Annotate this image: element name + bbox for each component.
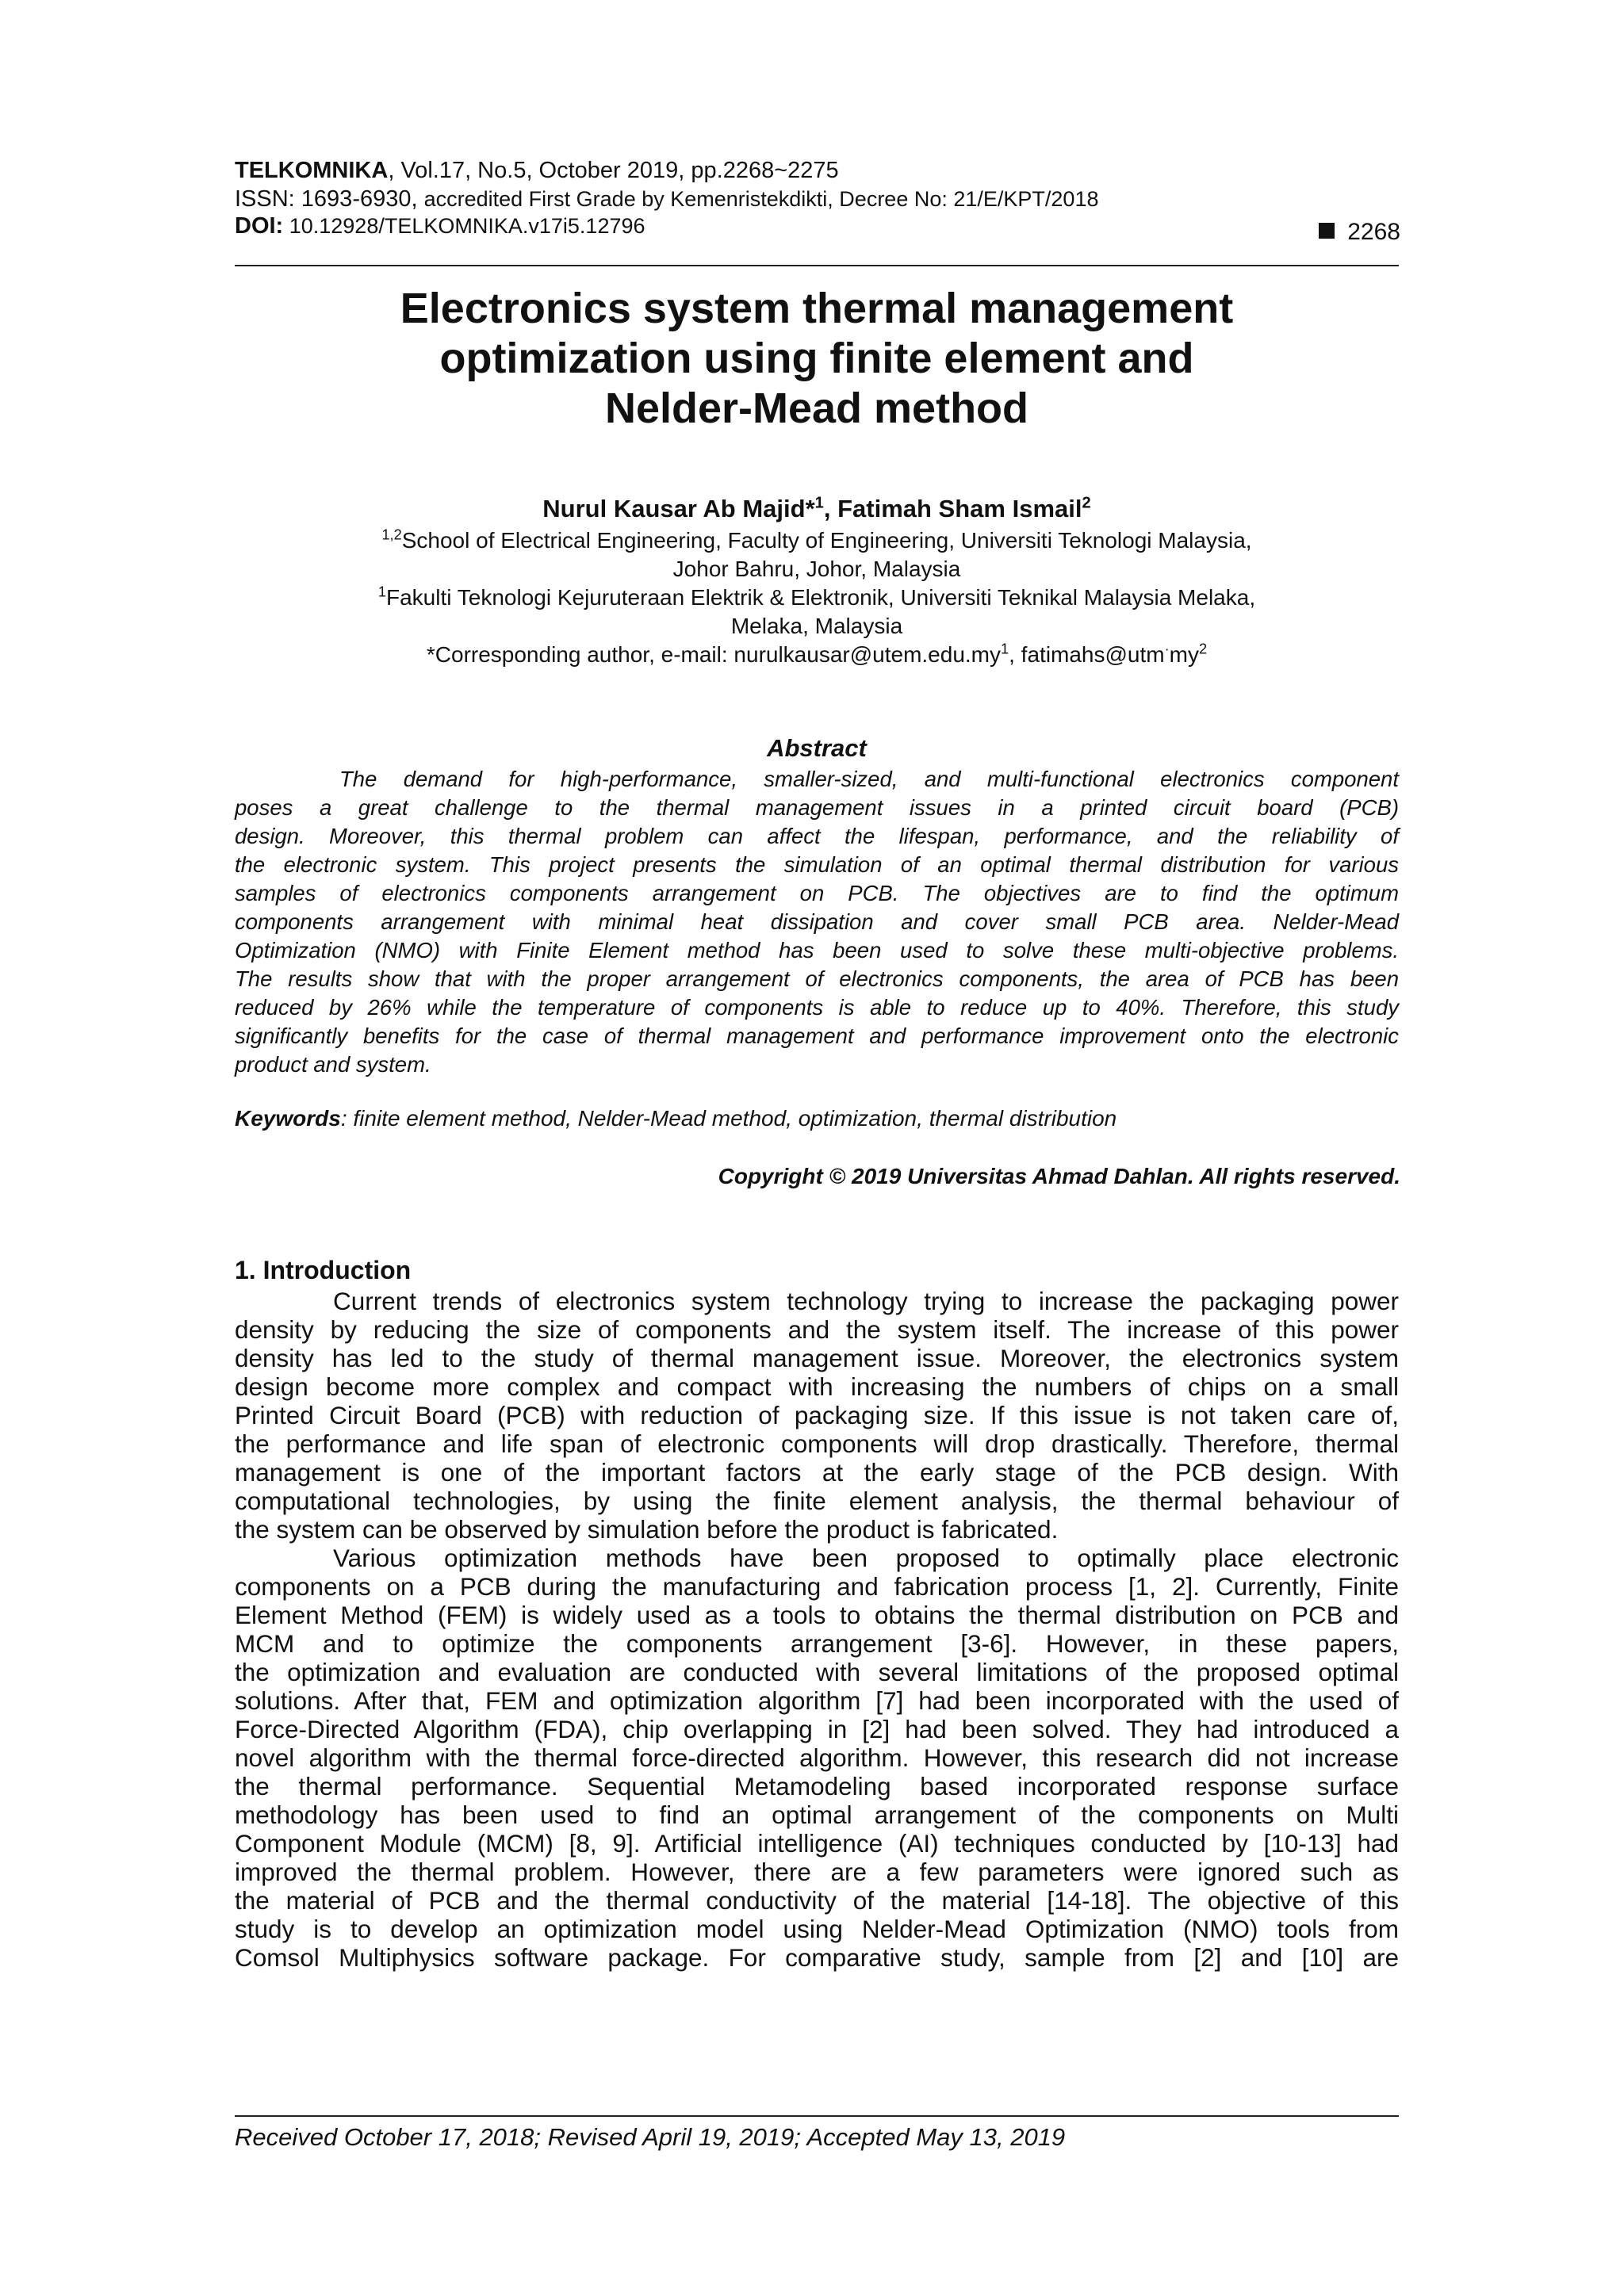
abstract-line: samples of electronics components arrangement on PCB. The objectives are to find the optimum [235,881,1399,905]
body-line: design become more complex and compact with increasing the numbers of chips on a small [235,1372,1399,1401]
body-line: MCM and to optimize the components arrangement [3-6]. However, in these papers, [235,1629,1399,1658]
body-line: Force-Directed Algorithm (FDA), chip overlapping in [2] had been solved. They had introduced a [235,1715,1399,1743]
body-line: the material of PCB and the thermal conductivity of the material [14-18]. The objective of this [235,1886,1399,1915]
body-line: Element Method (FEM) is widely used as a tools to obtains the thermal distribution on PCB and [235,1601,1399,1629]
section-heading-introduction: 1. Introduction [235,1256,412,1284]
title-line: Nelder-Mead method [604,385,1029,432]
body-line: components on a PCB during the manufacturing and fabrication process [1, 2]. Currently, Finite [235,1572,1399,1601]
body-line: study is to develop an optimization model using Nelder-Mead Optimization (NMO) tools from [235,1915,1399,1943]
body-line: solutions. After that, FEM and optimization algorithm [7] had been incorporated with the used of [235,1686,1399,1715]
body-line: density has led to the study of thermal management issue. Moreover, the electronics system [235,1344,1399,1372]
abstract-line: the electronic system. This project presents the simulation of an optimal thermal distribution for various [235,852,1399,877]
abstract-heading: Abstract [767,734,867,762]
affiliation-1-location: Johor Bahru, Johor, Malaysia [672,557,961,581]
running-header-issn: ISSN: 1693-6930, accredited First Grade by Kemenristekdikti, Decree No: 21/E/KPT/2018 [235,186,1099,212]
abstract-line: poses a great challenge to the thermal management issues in a printed circuit board (PCB) [235,795,1399,820]
body-line: density by reducing the size of components and the system itself. The increase of this power [235,1315,1399,1344]
body-line: methodology has been used to find an optimal arrangement of the components on Multi [235,1800,1399,1829]
body-line: Comsol Multiphysics software package. For comparative study, sample from [2] and [10] are [235,1943,1399,1972]
abstract-line: product and system. [235,1052,431,1077]
author-list: Nurul Kausar Ab Majid*$^1$, Fatimah Sham Ismail$^2$ [542,494,1091,522]
affiliation-1: $^{1,2}$School of Electrical Engineering, Faculty of Engineering, Universiti Teknologi Malaysia, [381,526,1252,553]
body-line: the system can be observed by simulation before the product is fabricated. [235,1515,1059,1544]
paper-title [235,284,1399,434]
square-bullet-icon [1319,223,1335,239]
body-line: management is one of the important factors at the early stage of the PCB design. With [235,1458,1399,1487]
running-header-journal: TELKOMNIKA, Vol.17, No.5, October 2019, pp.2268~2275 [235,158,839,183]
abstract-line: reduced by 26% while the temperature of components is able to reduce up to 40%. Therefore, this study [235,995,1399,1020]
title-line: optimization using finite element and [439,335,1194,382]
affiliation-2-location: Melaka, Malaysia [730,614,903,638]
abstract-line: significantly benefits for the case of thermal management and performance improvement onto the electronic [235,1024,1399,1048]
body-line: the optimization and evaluation are conducted with several limitations of the proposed optimal [235,1658,1399,1686]
footer-rule [235,2115,1399,2117]
body-line: Printed Circuit Board (PCB) with reduction of packaging size. If this issue is not taken care of, [235,1401,1399,1429]
body-line: computational technologies, by using the finite element analysis, the thermal behaviour of [235,1487,1399,1515]
body-line: improved the thermal problem. However, there are a few parameters were ignored such as [235,1858,1399,1886]
page-number: 2268 [1319,219,1400,246]
title-line: Electronics system thermal management [400,285,1234,332]
abstract-line: components arrangement with minimal heat dissipation and cover small PCB area. Nelder-Mead [235,909,1399,934]
copyright-notice: Copyright © 2019 Universitas Ahmad Dahlan. All rights reserved. [718,1164,1400,1188]
abstract-line: design. Moreover, this thermal problem can affect the lifespan, performance, and the reliability of [235,824,1399,848]
corresponding-author: *Corresponding author, e-mail: $nurulkausar@utem.edu.my^1$, $fatimahs@utm^\cdot my^2$ [426,641,1208,667]
body-line: Component Module (MCM) [8, 9]. Artificial intelligence (AI) techniques conducted by [10-13] had [235,1829,1399,1858]
keywords: Keywords: finite element method, Nelder-Mead method, optimization, thermal distribution [235,1106,1117,1131]
body-line: Current trends of electronics system technology trying to increase the packaging power [333,1287,1399,1315]
received-dates: Received October 17, 2018; Revised April 19, 2019; Accepted May 13, 2019 [235,2123,1066,2151]
abstract-line: Optimization (NMO) with Finite Element method has been used to solve these multi-objective problems. [235,938,1399,962]
body-line: the performance and life span of electronic components will drop drastically. Therefore, thermal [235,1429,1399,1458]
affiliation-2: $^1$Fakulti Teknologi Kejuruteraan Elektrik & Elektronik, Universiti Teknikal Malaysia Melaka, [377,584,1256,610]
body-line: the thermal performance. Sequential Metamodeling based incorporated response surface [235,1772,1399,1800]
running-header-doi: DOI: 10.12928/TELKOMNIKA.v17i5.12796 [235,213,645,239]
abstract-line: The demand for high-performance, smaller-sized, and multi-functional electronics component [339,767,1399,791]
abstract-line: The results show that with the proper arrangement of electronics components, the area of PCB has been [235,966,1399,991]
body-line: Various optimization methods have been proposed to optimally place electronic [333,1544,1399,1572]
body-line: novel algorithm with the thermal force-directed algorithm. However, this research did not increase [235,1743,1399,1772]
header-rule [235,265,1399,266]
